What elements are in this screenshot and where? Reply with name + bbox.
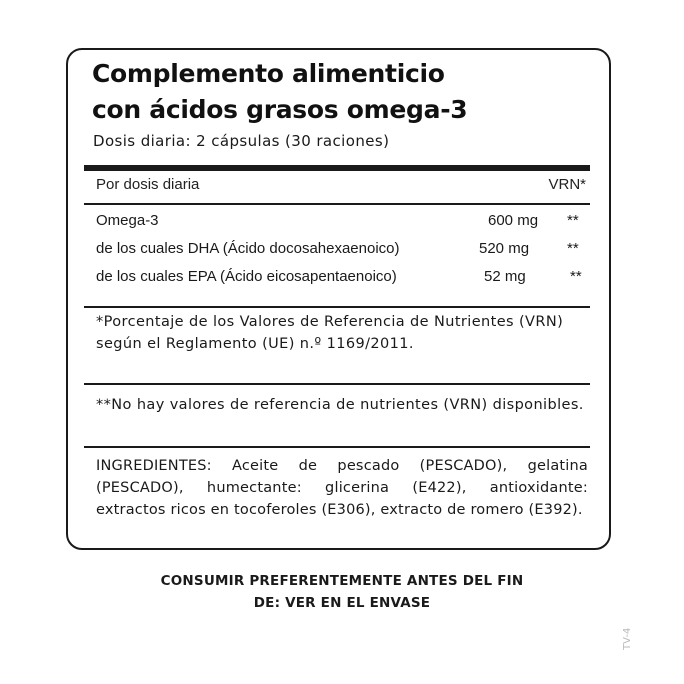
nutrient-row-omega3 [96,212,588,236]
best-before-line-2: DE: VER EN EL ENVASE [253,595,431,611]
divider [84,306,590,308]
divider [84,383,590,385]
nutrient-row-dha [96,240,588,264]
version-code: TV-4 [622,627,633,650]
title-line-1: Complemento alimenticio [92,59,445,88]
nutrient-label: Omega-3 [96,212,159,229]
divider [84,203,590,205]
nutrient-value: 52 mg [484,268,526,285]
nutrient-value: 520 mg [479,240,530,257]
footnote-no-vrn: **No hay valores de referencia de nutrientes (VRN) disponibles. [96,397,584,413]
nutrient-label: de los cuales DHA (Ácido docosahexaenoico) [96,240,400,257]
label-title [92,56,592,128]
nutrient-label: de los cuales EPA (Ácido eicosapentaenoico) [96,268,397,285]
best-before-line-1: CONSUMIR PREFERENTEMENTE ANTES DEL FIN [160,573,524,589]
nutrient-vrn: ** [567,240,579,257]
table-header-vrn: VRN* [548,176,586,193]
table-header-dose: Por dosis diaria [96,176,200,193]
divider [84,446,590,448]
ingredients-text: INGREDIENTES: Aceite de pescado (PESCADO), gelatina (PESCADO), humectante: glicerina (E422), antioxidante: extractos ricos en tocoferoles (E306), extracto de romero (E392). [96,458,588,518]
nutrient-vrn: ** [570,268,582,285]
nutrient-vrn: ** [567,212,579,229]
nutrient-row-epa [96,268,588,292]
title-line-2: con ácidos grasos omega-3 [92,95,468,124]
nutrient-value: 600 mg [488,212,539,229]
footnote-vrn: *Porcentaje de los Valores de Referencia de Nutrientes (VRN) según el Reglamento (UE) n.º 1169/2011. [96,314,564,352]
daily-dose: Dosis diaria: 2 cápsulas (30 raciones) [93,132,390,150]
thick-divider [84,165,590,171]
